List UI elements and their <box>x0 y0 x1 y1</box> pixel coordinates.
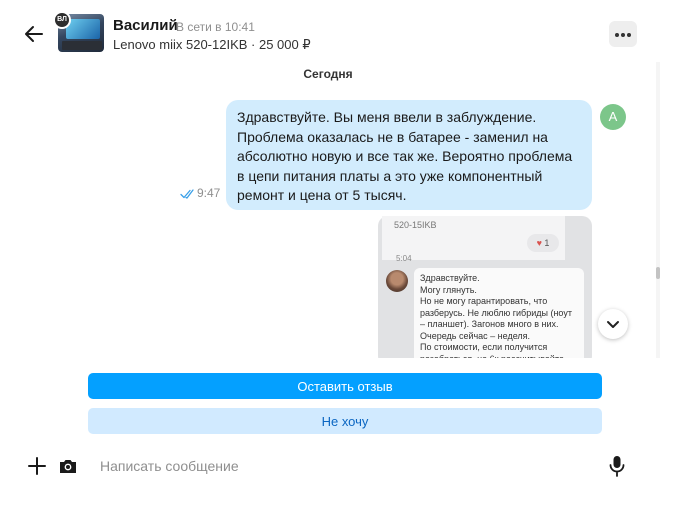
screenshot-reply <box>414 268 584 368</box>
online-status: В сети в 10:41 <box>176 20 255 34</box>
outgoing-message-bubble[interactable] <box>226 100 592 210</box>
chevron-down-icon <box>598 309 628 339</box>
contact-name[interactable]: Василий <box>113 17 178 34</box>
heart-icon: ♥ <box>536 238 542 248</box>
day-separator: Сегодня <box>303 67 353 81</box>
reply-line: Могу глянуть. <box>420 284 477 295</box>
message-composer <box>0 440 700 508</box>
more-horizontal-icon <box>615 33 619 37</box>
reply-line: разберусь. Не люблю гибриды (ноут <box>420 307 572 318</box>
user-avatar: А <box>600 104 626 130</box>
decline-review-button[interactable]: Не хочу <box>88 408 602 434</box>
attached-screenshot[interactable] <box>378 216 592 366</box>
plus-icon[interactable] <box>27 456 47 476</box>
reaction-count: 1 <box>544 238 550 248</box>
scroll-down-button[interactable] <box>598 309 628 339</box>
reply-line: Но не могу гарантировать, что <box>420 296 548 306</box>
feedback-actions <box>0 358 700 440</box>
chat-scrollbar[interactable] <box>656 62 660 358</box>
arrow-left-icon[interactable] <box>22 22 46 46</box>
reply-line: Очередь сейчас – неделя. <box>420 330 531 341</box>
message-text: Здравствуйте. Вы меня ввели в заблуждение. Проблема оказалась не в батарее - заменил на абсолютно новую и все так же. Вероятно проблема в цепи питания платы а это уже компонентный ремонт и цена от 5 тысяч. <box>237 109 573 203</box>
more-options-button[interactable] <box>609 21 637 47</box>
listing-title[interactable]: Lenovo miix 520-12IKB · 25 000 ₽ <box>113 37 311 52</box>
reaction-badge <box>527 234 559 252</box>
screenshot-prev-text: 520-15IKB <box>394 220 437 230</box>
reply-line: Здравствуйте. <box>420 273 480 283</box>
chat-header <box>0 0 700 66</box>
message-input[interactable] <box>100 454 580 478</box>
seller-avatar: ВЛ <box>53 11 71 29</box>
repair-person-avatar <box>386 270 408 292</box>
camera-icon[interactable] <box>58 456 78 476</box>
double-check-icon <box>180 189 196 199</box>
message-list[interactable] <box>0 62 656 358</box>
message-time: 9:47 <box>197 186 221 200</box>
reply-line: – планшет). Загонов много в них. <box>420 319 559 329</box>
reply-line: По стоимости, если получится <box>420 342 548 352</box>
screenshot-time: 5:04 <box>396 254 412 263</box>
leave-review-button[interactable]: Оставить отзыв <box>88 373 602 399</box>
message-meta <box>180 186 220 200</box>
microphone-icon[interactable] <box>607 455 627 477</box>
scrollbar-thumb[interactable] <box>656 267 660 279</box>
